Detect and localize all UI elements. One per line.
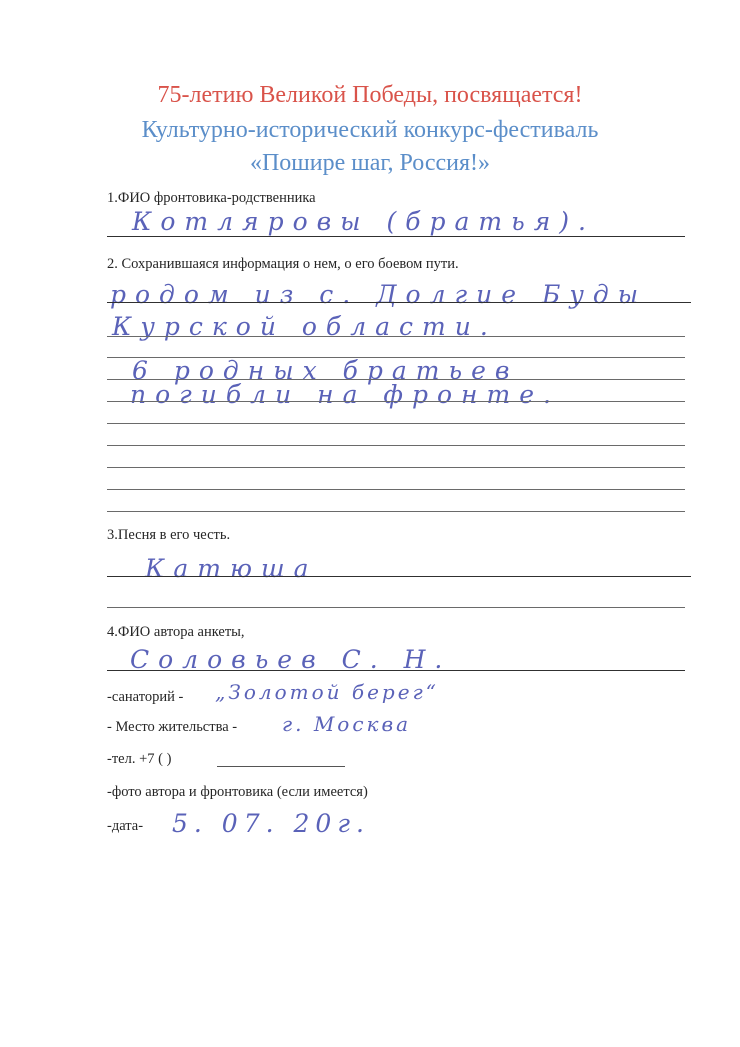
section4-line [107, 670, 685, 671]
section2-answer-line-3: 6 родных братьев [132, 356, 519, 385]
residence-label: - Место жительства - [107, 719, 238, 735]
date-value: 5. 07. 20г. [172, 809, 370, 838]
header-festival: Культурно-исторический конкурс-фестиваль [141, 117, 599, 143]
section1-label: 1.ФИО фронтовика-родственника [107, 190, 316, 206]
section3-label: 3.Песня в его честь. [107, 527, 231, 543]
section2-line-8 [107, 467, 685, 468]
section2-label: 2. Сохранившаяся информация о нем, о его боевом пути. [107, 256, 459, 272]
section2-answer-line-2: Курской области. [112, 312, 497, 341]
section4-label: 4.ФИО автора анкеты, [107, 624, 245, 640]
section2-line-1 [107, 302, 691, 303]
section2-answer-line-4: погибли на фронте. [130, 380, 560, 409]
section3-line-1 [107, 576, 691, 577]
section3-answer: Катюша [145, 554, 318, 583]
header-slogan: «Пошире шаг, Россия!» [249, 150, 491, 176]
sanatorium-value: „Золотой берег“ [215, 680, 439, 704]
section3-line-2 [107, 607, 685, 608]
section1-line [107, 236, 685, 237]
photo-label: -фото автора и фронтовика (если имеется) [107, 784, 368, 800]
author-name-answer: Соловьев С. Н. [130, 645, 452, 674]
section2-line-5 [107, 401, 685, 402]
header-dedication: 75-летию Великой Победы, посвящается! [157, 82, 583, 108]
section2-line-9 [107, 489, 685, 490]
section2-line-6 [107, 423, 685, 424]
sanatorium-label: -санаторий - [107, 689, 184, 705]
section2-line-2 [107, 336, 685, 337]
date-label: -дата- [107, 818, 144, 834]
section2-line-7 [107, 445, 685, 446]
section2-answer-line-1: родом из с. Долгие Буды [110, 280, 648, 309]
phone-label: -тел. +7 ( ) [107, 751, 172, 767]
residence-value: г. Москва [282, 712, 412, 736]
section2-line-10 [107, 511, 685, 512]
phone-blank-line [217, 766, 345, 767]
section1-answer: Котляровы (братья). [132, 207, 595, 236]
